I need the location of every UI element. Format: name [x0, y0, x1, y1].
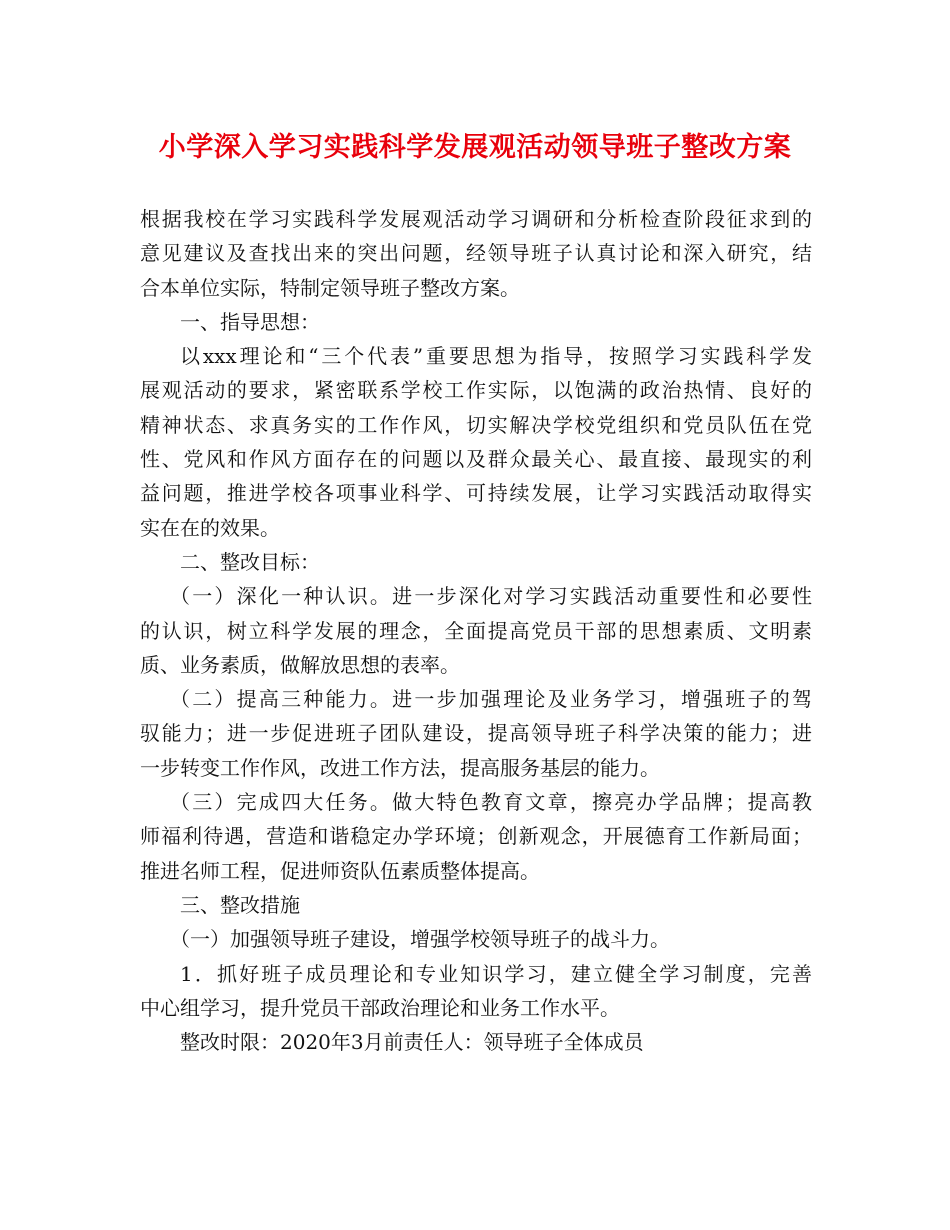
text-line: 展观活动的要求，紧密联系学校工作实际，以饱满的政治热情、良好的	[140, 378, 812, 403]
text-line: 实在在的效果。	[140, 515, 280, 540]
text-line: （三）完成四大任务。做大特色教育文章，擦亮办学品牌；提高教	[170, 790, 812, 815]
text-line: 意见建议及查找出来的突出问题，经领导班子认真讨论和深入研究，结	[140, 241, 812, 266]
text-line: 1．抓好班子成员理论和专业知识学习，建立健全学习制度，完善	[180, 961, 812, 986]
text-line: 一、指导思想：	[180, 309, 320, 334]
text-line: 性、党风和作风方面存在的问题以及群众最关心、最直接、最现实的利	[140, 447, 812, 472]
text-line: （一）加强领导班子建设，增强学校领导班子的战斗力。	[170, 927, 670, 952]
text-line: （一）深化一种认识。进一步深化对学习实践活动重要性和必要性	[170, 584, 812, 609]
document-body	[140, 202, 812, 1059]
document-title: 小学深入学习实践科学发展观活动领导班子整改方案	[158, 132, 792, 163]
text-line: 益问题，推进学校各项事业科学、可持续发展，让学习实践活动取得实	[140, 481, 812, 506]
text-line: 驭能力；进一步促进班子团队建设，提高领导班子科学决策的能力；进	[140, 721, 812, 746]
text-line: 以xxx理论和“三个代表”重要思想为指导，按照学习实践科学发	[180, 344, 812, 369]
text-line: 质、业务素质，做解放思想的表率。	[140, 652, 460, 677]
text-line: （二）提高三种能力。进一步加强理论及业务学习，增强班子的驾	[170, 687, 812, 712]
text-line: 师福利待遇，营造和谐稳定办学环境；创新观念，开展德育工作新局面；	[140, 824, 812, 849]
text-line: 二、整改目标：	[180, 549, 320, 574]
text-line: 三、整改措施	[180, 892, 300, 917]
text-line: 整改时限：2020年3月前责任人：领导班子全体成员	[180, 1030, 644, 1055]
text-line: 合本单位实际，特制定领导班子整改方案。	[140, 275, 520, 300]
text-line: 的认识，树立科学发展的理念，全面提高党员干部的思想素质、文明素	[140, 618, 812, 643]
text-line: 精神状态、求真务实的工作作风，切实解决学校党组织和党员队伍在党	[140, 412, 812, 437]
text-line: 中心组学习，提升党员干部政治理论和业务工作水平。	[140, 995, 620, 1020]
text-line: 推进名师工程，促进师资队伍素质整体提高。	[140, 858, 540, 883]
text-line: 一步转变工作作风，改进工作方法，提高服务基层的能力。	[140, 755, 660, 780]
text-line: 根据我校在学习实践科学发展观活动学习调研和分析检查阶段征求到的	[140, 207, 812, 231]
